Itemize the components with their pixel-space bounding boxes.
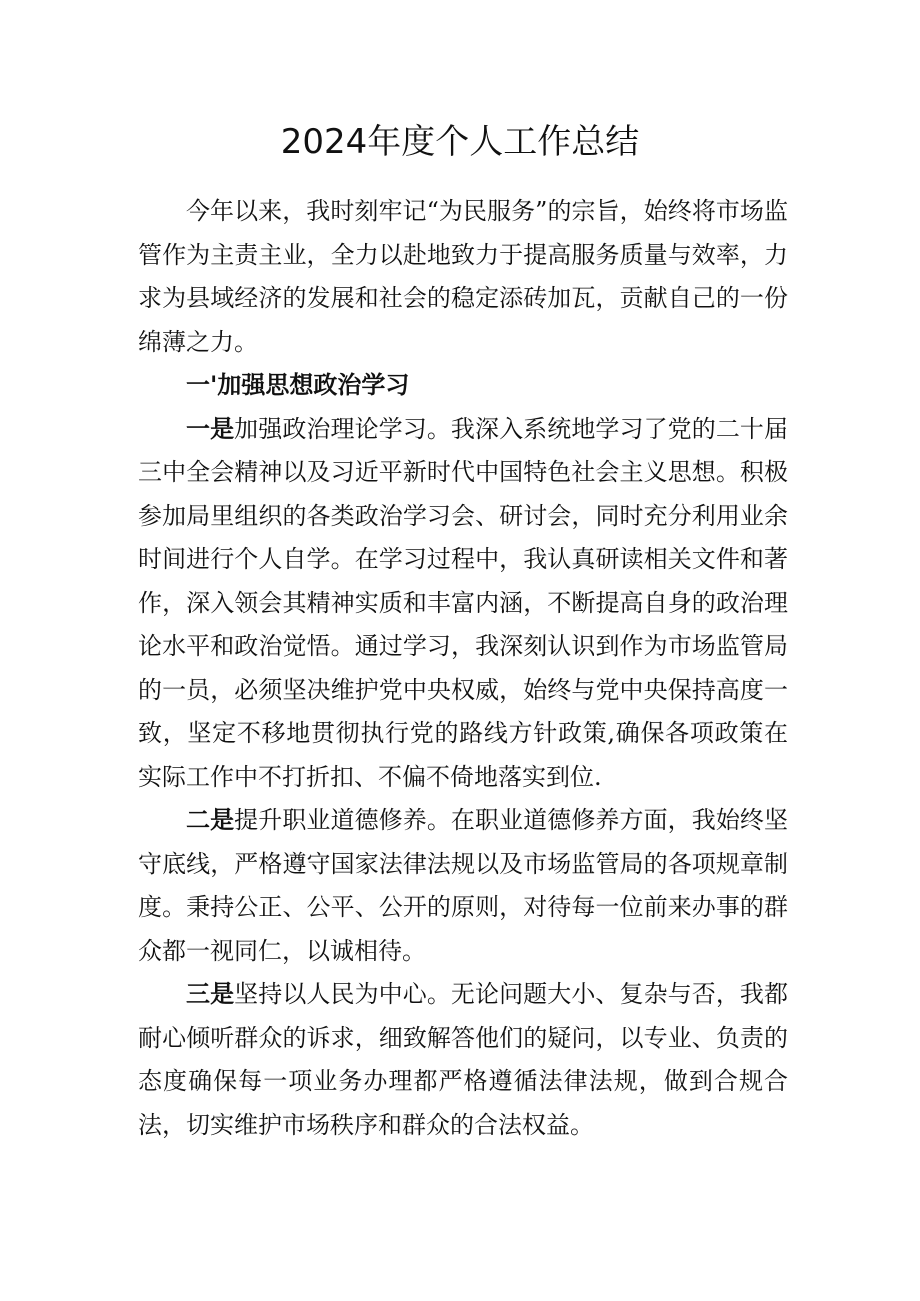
item-lead-1: 一是 xyxy=(186,414,235,443)
item-text-3: 坚持以人民为中心。无论问题大小、复杂与否，我都耐心倾听群众的诉求，细致解答他们的疑问，以专业、负责的态度确保每一项业务办理都严格遵循法律法规，做到合规合法，切实维护市场秩序和群众的合法权益。 xyxy=(138,980,789,1139)
document-body xyxy=(138,190,788,1147)
item-lead-3: 三是 xyxy=(186,980,235,1008)
item-lead-2: 二是 xyxy=(186,806,235,834)
item-paragraph-3 xyxy=(138,973,788,1147)
item-text-1: 加强政治理论学习。我深入系统地学习了党的二十届三中全会精神以及习近平新时代中国特色社会主义思想。积极参加局里组织的各类政治学习会、研讨会，同时充分利用业余时间进行个人自学。在学习过程中，我认真研读相关文件和著作，深入领会其精神实质和丰富内涵，不断提高自身的政治理论水平和政治觉悟。通过学习，我深刻认识到作为市场监管局的一员，必须坚决维护党中央权威，始终与党中央保持高度一致，坚定不移地贯彻执行党的路线方针政策,确保各项政策在实际工作中不打折扣、不偏不倚地落实到位. xyxy=(138,414,789,791)
document-title: 2024年度个人工作总结 xyxy=(280,122,640,162)
item-paragraph-1 xyxy=(138,408,788,800)
section-heading-1: 一'加强思想政治学习 xyxy=(186,371,410,399)
intro-paragraph: 今年以来，我时刻牢记“为民服务”的宗旨，始终将市场监管作为主责主业，全力以赴地致力于提高服务质量与效率，力求为县域经济的发展和社会的稳定添砖加瓦，贡献自己的一份绵薄之力。 xyxy=(138,197,788,356)
item-text-2: 提升职业道德修养。在职业道德修养方面，我始终坚守底线，严格遵守国家法律法规以及市场监管局的各项规章制度。秉持公正、公平、公开的原则，对待每一位前来办事的群众都一视同仁，以诚相待。 xyxy=(138,806,789,965)
item-paragraph-2 xyxy=(138,799,788,973)
